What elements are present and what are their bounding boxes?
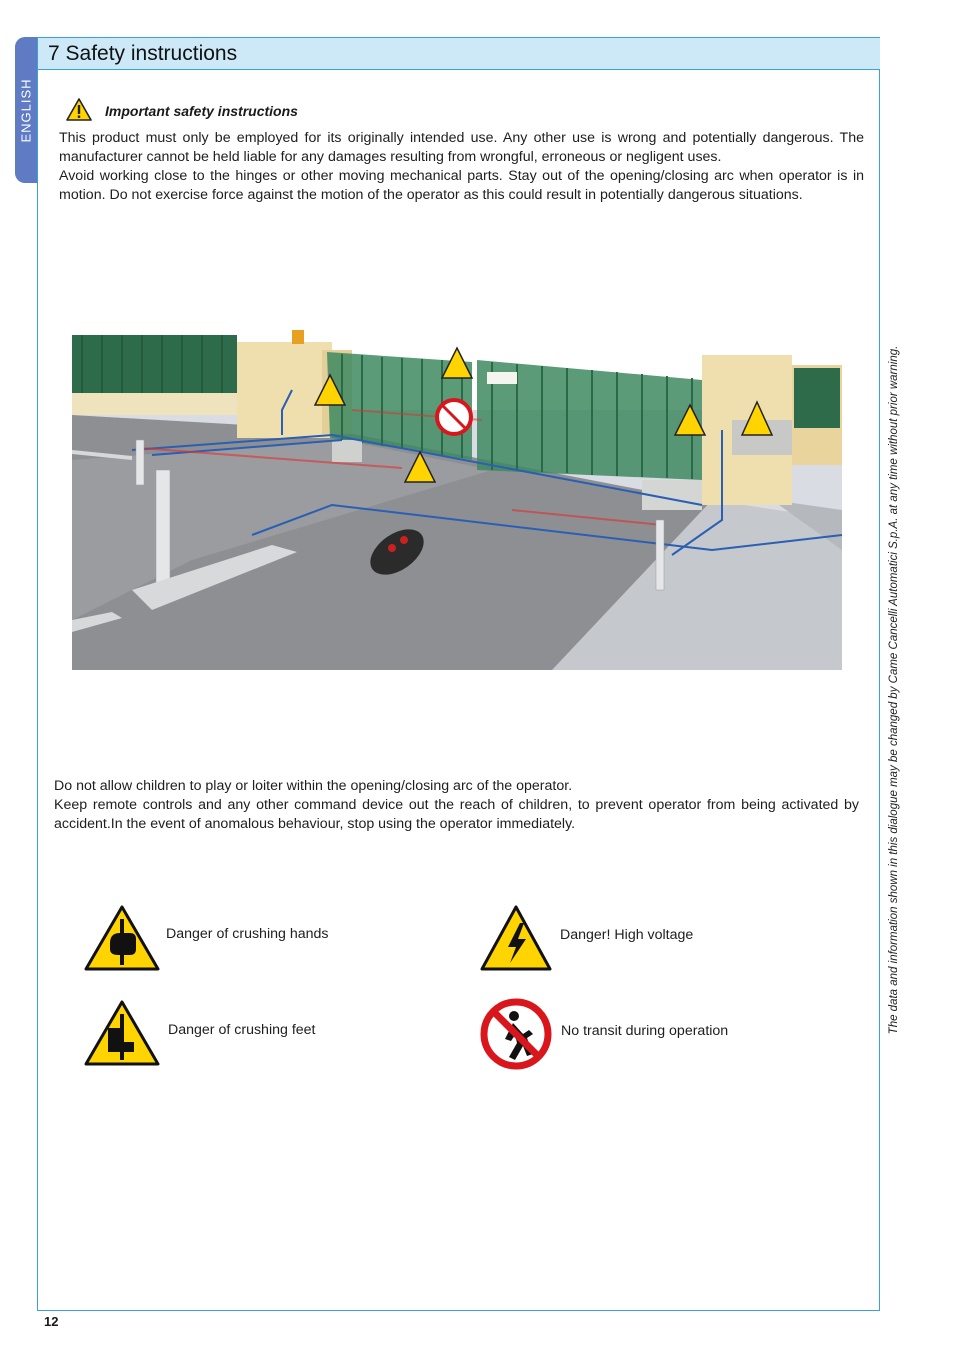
high-voltage-icon	[480, 905, 552, 971]
important-heading: Important safety instructions	[105, 103, 298, 119]
paragraph-moving-parts: Avoid working close to the hinges or other moving mechanical parts. Stay out of the opening/closing arc when operator is in motion. Do not exercise force against the motion of the operator as this could result in potentially dangerous situations.	[59, 168, 864, 203]
paragraph-remote-controls: Keep remote controls and any other command device out the reach of children, to prevent operator from being activated by accident.In the event of anomalous behaviour, stop using the operator immediately.	[54, 797, 859, 832]
language-tab-label: ENGLISH	[18, 77, 34, 143]
section-title: 7 Safety instructions	[48, 42, 238, 65]
legend-label-high-voltage: Danger! High voltage	[560, 927, 694, 943]
warning-triangle-icon	[66, 98, 92, 121]
gate-installation-illustration	[72, 320, 842, 670]
paragraph-children: Do not allow children to play or loiter within the opening/closing arc of the operator.	[54, 778, 573, 794]
legend-label-crushing-hands: Danger of crushing hands	[166, 926, 329, 942]
no-transit-icon	[480, 998, 552, 1070]
language-tab	[15, 37, 37, 183]
crushing-hands-icon	[84, 905, 160, 971]
legend-label-no-transit: No transit during operation	[561, 1023, 729, 1039]
side-disclaimer	[884, 300, 904, 1080]
side-disclaimer-text: The data and information shown in this dialogue may be changed by Came Cancelli Automatici S.p.A. at any time without prior warning.	[888, 345, 900, 1035]
paragraph-intended-use: This product must only be employed for its originally intended use. Any other use is wrong and potentially dangerous. The manufacturer cannot be held liable for any damages resulting from wrongful, erroneous or negligent uses.	[59, 130, 864, 165]
page-number: 12	[44, 1314, 59, 1329]
crushing-feet-icon	[84, 1000, 160, 1066]
legend-label-crushing-feet: Danger of crushing feet	[168, 1022, 316, 1038]
page-frame	[37, 37, 880, 1311]
